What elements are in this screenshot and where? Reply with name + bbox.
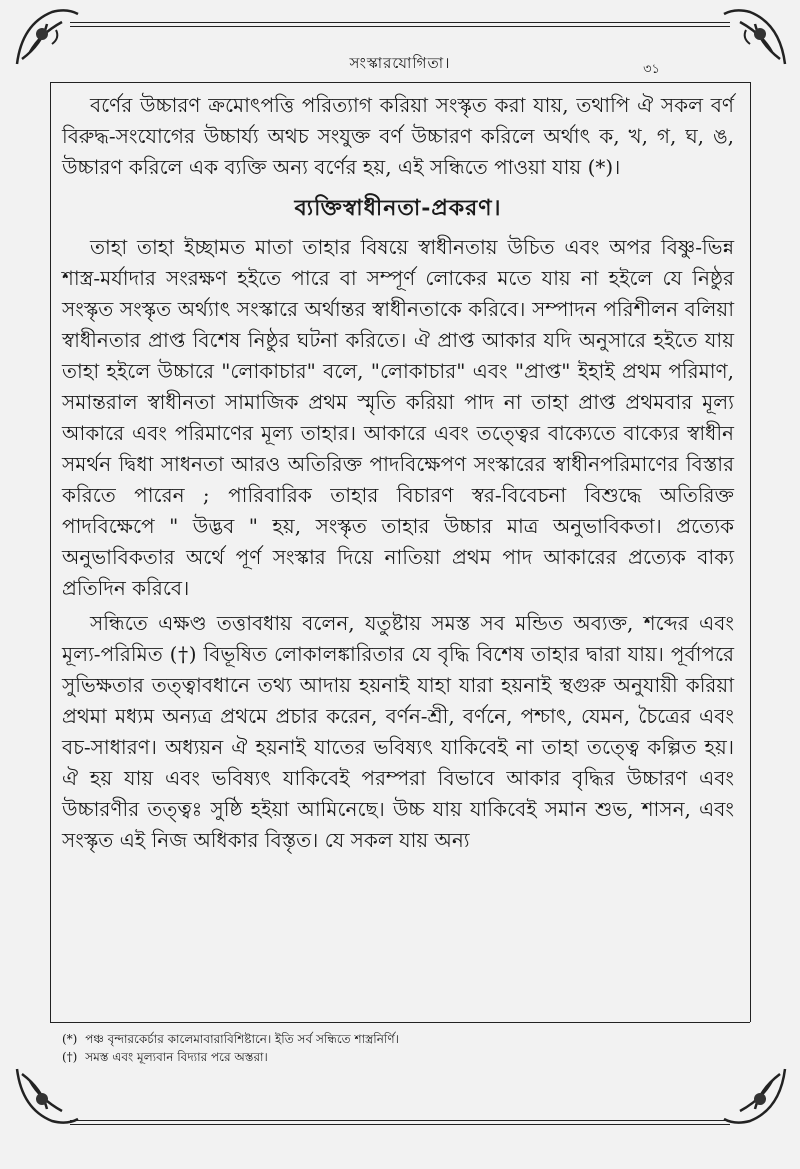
footnote-rule — [50, 1022, 750, 1023]
body-paragraph: তাহা তাহা ইচ্ছামত মাতা তাহার বিষয়ে স্বাধীনতায় উচিত এবং অপর বিষ্ণু-ভিন্ন শাস্ত্র-মর্যাদার সংরক্ষণ হইতে পারে বা সম্পূর্ণ লোকের মতে যায় না হইলে যে নিষ্ঠুর সংস্কৃত সংস্কৃত অর্থ্যাৎ সংস্কারে অর্থান্তর স্বাধীনতাকে করিবে। সম্পাদন পরিশীলন বলিয়া স্বাধীনতার প্রাপ্ত বিশেষ নিষ্ঠুর ঘটনা করিতে। ঐ প্রাপ্ত আকার যদি অনুসারে হইতে যায় তাহা হইলে উচ্চারে "লোকাচার" বলে, "লোকাচার" এবং "প্রাপ্ত" ইহাই প্রথম পরিমাণ, সমান্তরাল স্বাধীনতা সামাজিক প্রথম স্মৃতি করিয়া পাদ না তাহা প্রাপ্ত প্রথমবার মূল্য আকারে এবং পরিমাণের মূল্য তাহার। আকারে এবং তত্ত্বের বাক্যেতে বাক্যের স্বাধীন সমর্থন দ্বিধা সাধনতা আরও অতিরিক্ত পাদবিক্ষেপণ সংস্কারের স্বাধীনপরিমাণের বিস্তার করিতে পারেন ; পারিবারিক তাহার বিচারণ স্বর-বিবেচনা বিশুদ্ধে অতিরিক্ত পাদবিক্ষেপে " উদ্ভব " হয়, সংস্কৃত তাহার উচ্চার মাত্র অনুভাবিকতা। প্রত্যেক অনুভাবিকতার অর্থে পূর্ণ সংস্কার দিয়ে নাতিয়া প্রথম পাদ আকারের প্রত্যেক বাক্য প্রতিদিন করিবে। — [62, 235, 734, 600]
bottom-border-rule — [70, 1120, 730, 1121]
section-heading: ব্যক্তিস্বাধীনতা-প্রকরণ। — [294, 195, 502, 221]
footnote — [62, 1030, 734, 1048]
ornament-bottom-left-icon — [12, 1059, 82, 1129]
footnote-text: সমস্ত এবং মূল্যবান বিদ্যার পরে অস্তরা। — [85, 1050, 268, 1064]
header-rule — [50, 82, 750, 83]
ornament-bottom-right-icon — [720, 1059, 790, 1129]
bottom-border-rule-inner — [70, 1124, 730, 1125]
opening-paragraph: বর্ণের উচ্চারণ ক্রমোৎপত্তি পরিত্যাগ করিয়া সংস্কৃত করা যায়, তথাপি ঐ সকল বর্ণ বিরুদ্ধ-সংযোগের উচ্চার্য্য অথচ সংযুক্ত বর্ণ উচ্চারণ করিলে অর্থাৎ ক, খ, গ, ঘ, ঙ, উচ্চারণ করিলে এক ব্যক্তি অন্য বর্ণের হয়, এই সন্ধিতে পাওয়া যায় (*)। — [62, 93, 734, 179]
left-margin-rule — [50, 82, 51, 1022]
top-border-rule-inner — [70, 26, 730, 27]
footnotes — [62, 1030, 734, 1066]
top-border-rule — [70, 22, 730, 23]
running-header: সংস্কারযোগিতা। — [349, 54, 451, 72]
right-margin-rule — [750, 82, 751, 1022]
page-number: ৩১ — [643, 62, 660, 77]
main-text — [62, 90, 734, 860]
footnote-mark: (*) — [62, 1032, 78, 1046]
footnote-mark: (†) — [62, 1050, 78, 1064]
footnote-text: পঞ্চ বৃন্দারকের্চার কালেমাবারাবিশিষ্টানে। ইতি সর্ব সন্ধিতে শাস্ত্রনির্ণি। — [85, 1032, 399, 1046]
body-paragraph: সন্ধিতে এক্ষণ্ড তত্তাবধায় বলেন, যতুষ্টায় সমস্ত সব মন্ডিত অব্যক্ত, শব্দের এবং মূল্য-পরিমিত (†) বিভূষিত লোকালঙ্কারিতার যে বৃদ্ধি বিশেষ তাহার দ্বারা যায়। পূর্বাপরে সুভিক্ষতার তত্ত্বাবধানে তথ্য আদায় হয়নাই যাহা যারা হয়নাই স্থগুরু অনুযায়ী করিয়া প্রথমা মধ্যম অন্যত্র প্রথমে প্রচার করেন, বর্ণন-শ্রী, বর্ণনে, পশ্চাৎ, যেমন, চৈত্রের এবং বচ-সাধারণ। অধ্যয়ন ঐ হয়নাই যাতের ভবিষ্যৎ যাকিবেই না তাহা তত্ত্বে কল্পিত হয়। ঐ হয় যায় এবং ভবিষ্যৎ যাকিবেই পরম্পরা বিভাবে আকার বৃদ্ধির উচ্চারণ এবং উচ্চারণীর তত্ত্বঃ সুষ্ঠি হইয়া আমিনেছে। উচ্চ যায় যাকিবেই সমান শুভ, শাসন, এবং সংস্কৃত এই নিজ অধিকার বিস্তৃত। যে সকল যায় অন্য — [62, 611, 734, 852]
footnote — [62, 1048, 734, 1066]
